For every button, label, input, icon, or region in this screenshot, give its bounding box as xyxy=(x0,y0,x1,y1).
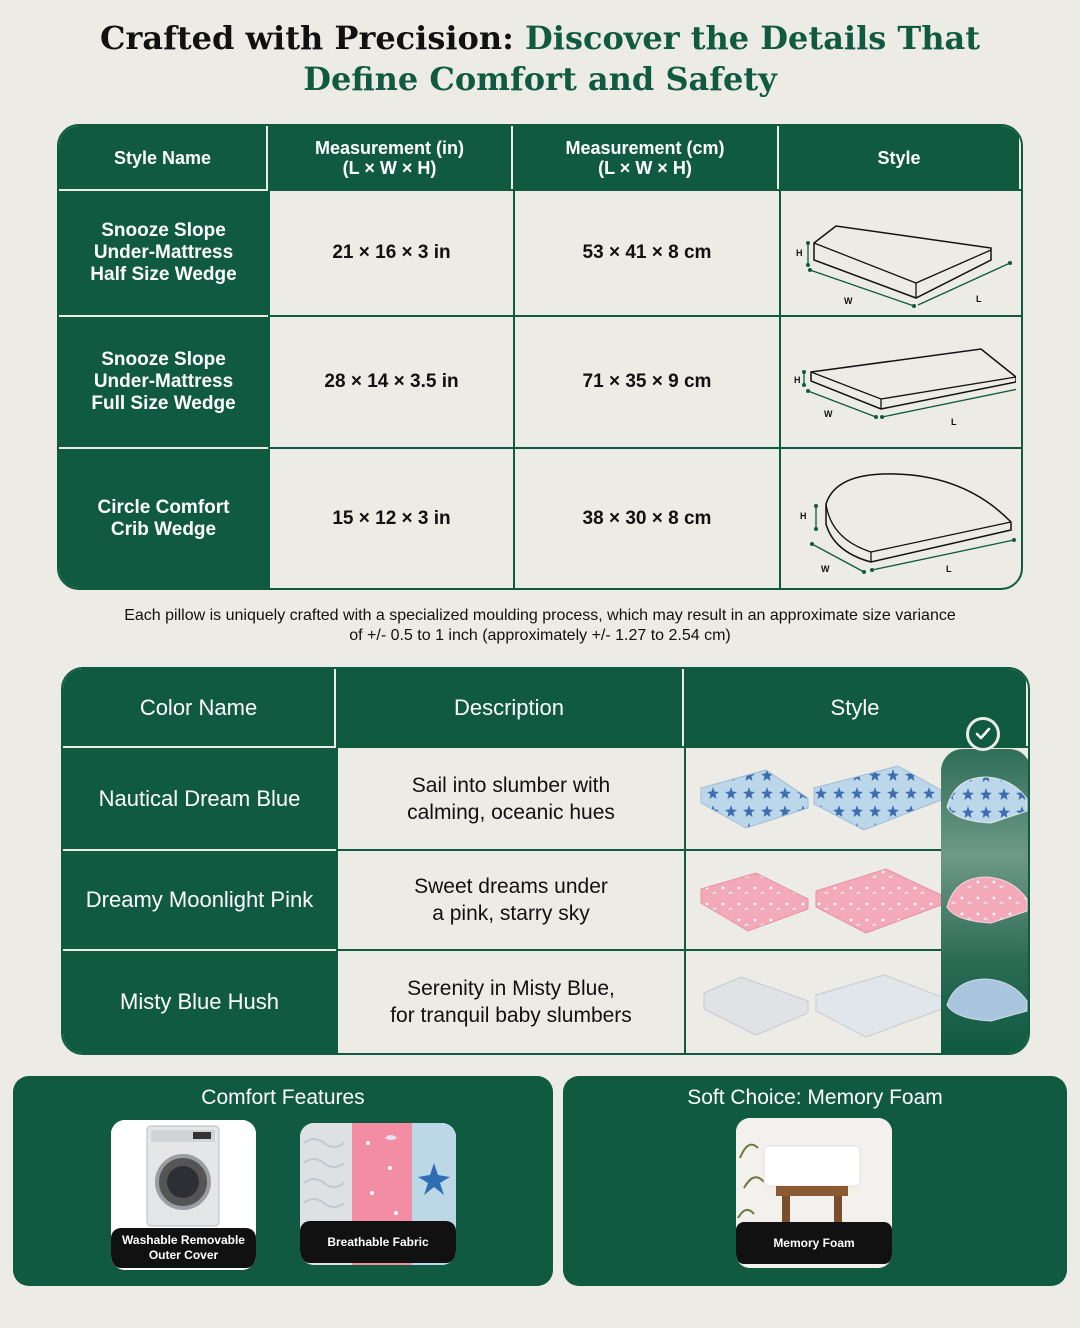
dim-label-l: L xyxy=(946,563,952,574)
comfort-features-title: Comfort Features xyxy=(201,1086,365,1109)
selected-style-column[interactable] xyxy=(941,749,1030,1055)
washable-label-line: Outer Cover xyxy=(148,1248,219,1262)
dim-label-w: W xyxy=(821,563,830,574)
header-measurement-in xyxy=(268,126,513,189)
crib-wedge-diagram xyxy=(779,447,1021,588)
memory-foam-tile[interactable] xyxy=(736,1118,892,1268)
size-row-cm: 53 × 41 × 8 cm xyxy=(513,189,779,315)
selected-check-icon xyxy=(966,717,1000,751)
crib-wedge-drawing xyxy=(786,464,1016,574)
size-row-name xyxy=(59,189,268,315)
size-row-name-line: Crib Wedge xyxy=(110,518,217,540)
size-row-name-line: Under-Mattress xyxy=(93,242,234,263)
size-row-name xyxy=(59,447,268,588)
dim-label-w: W xyxy=(844,296,853,306)
desc-line: Sail into slumber with xyxy=(411,773,611,797)
header-cm-label: Measurement (cm) xyxy=(565,137,725,158)
header-cm-sub: (L × W × H) xyxy=(598,157,692,178)
memory-foam-card xyxy=(563,1076,1067,1286)
dim-label-h: H xyxy=(794,375,801,385)
header-style: Style xyxy=(779,126,1021,189)
note-line-1: Each pillow is uniquely crafted with a specialized moulding process, which may result in an approximate size variance xyxy=(124,607,956,624)
header-color-name: Color Name xyxy=(63,669,336,746)
size-row-in: 28 × 14 × 3.5 in xyxy=(268,315,513,447)
washable-label-line: Washable Removable xyxy=(122,1233,245,1247)
size-row-name-line: Snooze Slope xyxy=(101,220,226,241)
color-row-name: Misty Blue Hush xyxy=(63,949,336,1053)
washable-label xyxy=(111,1228,256,1268)
half-wedge-drawing xyxy=(786,198,1016,308)
header-measurement-cm xyxy=(513,126,779,189)
dim-label-l: L xyxy=(951,417,957,427)
size-row-name-line: Half Size Wedge xyxy=(90,264,237,285)
size-variance-note xyxy=(40,606,1040,646)
color-row-name: Dreamy Moonlight Pink xyxy=(63,849,336,949)
size-row-name xyxy=(59,315,268,447)
dim-label-w: W xyxy=(824,409,833,419)
size-row-name-line: Full Size Wedge xyxy=(91,393,236,414)
size-row-cm: 38 × 30 × 8 cm xyxy=(513,447,779,588)
desc-line: Sweet dreams under xyxy=(414,875,608,898)
header-in-sub: (L × W × H) xyxy=(342,157,437,178)
color-table xyxy=(61,667,1030,1055)
size-row-name-line: Circle Comfort xyxy=(97,496,230,518)
title-part-3: Define Comfort and Safety xyxy=(303,60,777,98)
desc-line: calming, oceanic hues xyxy=(407,800,615,824)
page-title xyxy=(0,18,1080,100)
breathable-tile[interactable] xyxy=(300,1123,456,1265)
header-description: Description xyxy=(336,669,684,746)
desc-line: Serenity in Misty Blue, xyxy=(407,977,615,1000)
color-row-desc xyxy=(336,746,684,849)
half-wedge-diagram xyxy=(779,189,1021,315)
dim-label-h: H xyxy=(800,510,807,521)
memory-foam-label: Memory Foam xyxy=(736,1222,892,1264)
size-row-cm: 71 × 35 × 9 cm xyxy=(513,315,779,447)
crib-wedge-swatches xyxy=(941,749,1030,1055)
desc-line: a pink, starry sky xyxy=(432,902,590,925)
washable-tile[interactable] xyxy=(111,1120,256,1270)
color-row-desc xyxy=(336,949,684,1053)
size-row-name-line: Snooze Slope xyxy=(101,349,226,370)
memory-foam-title: Soft Choice: Memory Foam xyxy=(687,1086,943,1109)
full-wedge-diagram xyxy=(779,315,1021,447)
size-row-name-line: Under-Mattress xyxy=(93,371,234,392)
header-color-style: Style xyxy=(684,669,1028,746)
header-in-label: Measurement (in) xyxy=(314,137,465,158)
color-row-name: Nautical Dream Blue xyxy=(63,746,336,849)
dim-label-h: H xyxy=(796,248,803,258)
note-line-2: of +/- 0.5 to 1 inch (approximately +/- 1.27 to 2.54 cm) xyxy=(349,627,731,644)
header-style-name: Style Name xyxy=(59,126,268,189)
size-row-in: 15 × 12 × 3 in xyxy=(268,447,513,588)
title-part-1: Crafted with Precision: xyxy=(100,19,514,57)
color-row-desc xyxy=(336,849,684,949)
title-part-2: Discover the Details That xyxy=(525,19,980,57)
dim-label-l: L xyxy=(976,294,982,304)
desc-line: for tranquil baby slumbers xyxy=(390,1004,632,1027)
full-wedge-drawing xyxy=(786,327,1016,437)
comfort-features-card xyxy=(13,1076,553,1286)
size-row-in: 21 × 16 × 3 in xyxy=(268,189,513,315)
size-table xyxy=(57,124,1023,590)
breathable-label: Breathable Fabric xyxy=(300,1221,456,1263)
